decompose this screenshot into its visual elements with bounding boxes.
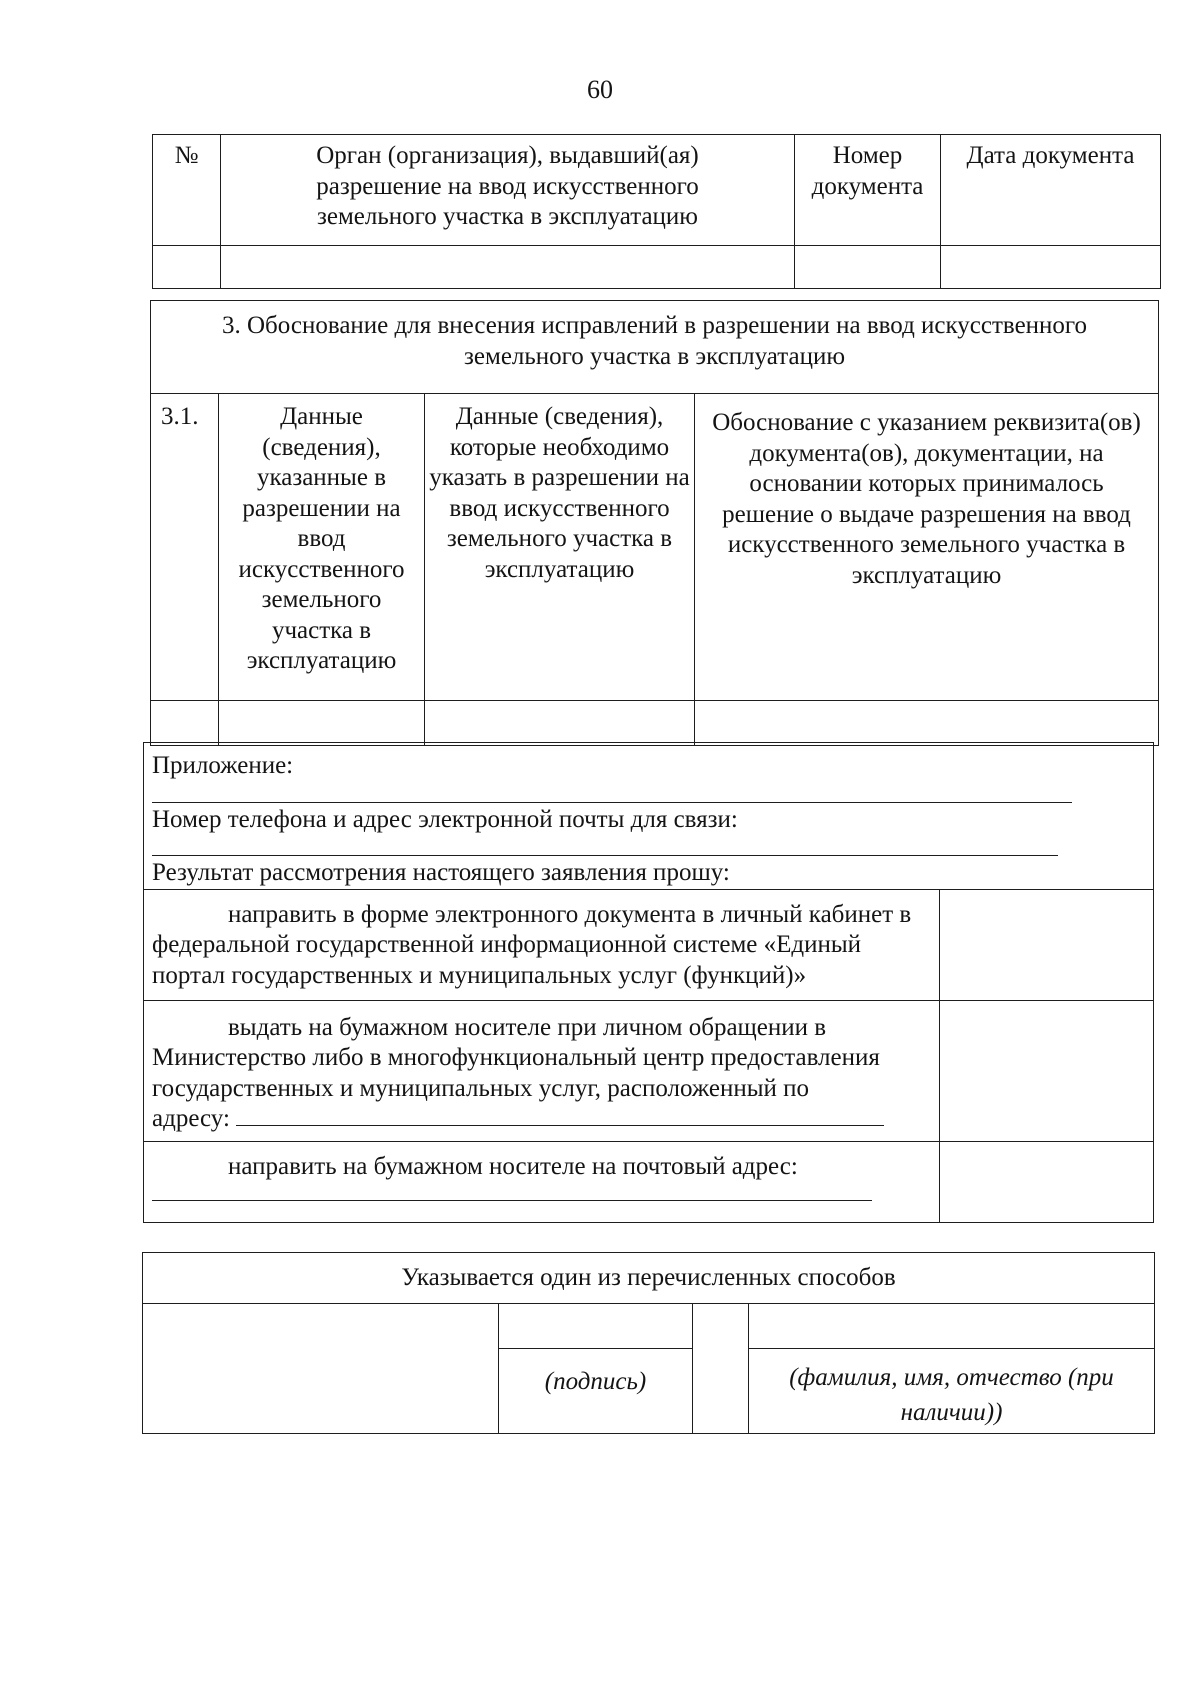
option-in-person — [144, 1000, 1154, 1141]
signature-table — [142, 1252, 1155, 1434]
col-current-data-header: Данные (сведения), указанные в разрешении на ввод искусственного земельного участка в эксплуатацию — [219, 394, 425, 701]
cell-number[interactable] — [153, 246, 221, 289]
table-row — [151, 701, 1159, 746]
attachment-line[interactable] — [152, 802, 1072, 803]
result-options-table — [143, 742, 1154, 1223]
signature-spacer — [143, 1304, 499, 1434]
option-mail-text: направить на бумажном носителе на почтовый адрес: — [228, 1152, 798, 1180]
signature-caption: (подпись) — [544, 1368, 647, 1395]
option-epgu — [144, 889, 1154, 1000]
col-doc-date-header: Дата документа — [941, 135, 1161, 246]
option-epgu-text: направить в форме электронного документа в личный кабинет в федеральной государственной информационной системе «Единый портал государственных и муниципальных услуг (функций)» — [152, 900, 912, 989]
option-in-person-text: выдать на бумажном носителе при личном обращении в Министерство либо в многофункциональный центр предоставления государственных и муниципальных услуг, расположенный по — [152, 1013, 880, 1102]
document-table — [152, 134, 1161, 289]
full-name-field[interactable] — [749, 1304, 1155, 1349]
signature-gap — [693, 1304, 749, 1434]
correction-grounds-table — [150, 300, 1159, 746]
signature-field[interactable] — [499, 1304, 693, 1349]
contact-line[interactable] — [152, 855, 1058, 856]
col-doc-number-header: Номер документа — [795, 135, 941, 246]
contact-label: Номер телефона и адрес электронной почты для связи: — [152, 805, 738, 833]
postal-address-line[interactable] — [152, 1200, 872, 1201]
option-in-person-checkbox[interactable] — [940, 1000, 1154, 1141]
col-authority-header: Орган (организация), выдавший(ая) разрешение на ввод искусственного земельного участка в эксплуатацию — [221, 135, 795, 246]
cell-justification[interactable] — [695, 701, 1159, 746]
cell-doc-number[interactable] — [795, 246, 941, 289]
cell-subnumber[interactable] — [151, 701, 219, 746]
cell-required-data[interactable] — [425, 701, 695, 746]
attachments-block — [144, 743, 1154, 890]
option-mail-checkbox[interactable] — [940, 1141, 1154, 1222]
option-mail — [144, 1141, 1154, 1222]
full-name-caption: (фамилия, имя, отчество (при наличии)) — [789, 1364, 1114, 1426]
col-justification-header: Обоснование с указанием реквизита(ов) документа(ов), документации, на основании которых принималось решение о выдаче разрешения на ввод искусственного земельного участка в эксплуатацию — [695, 394, 1159, 701]
result-label: Результат рассмотрения настоящего заявления прошу: — [152, 859, 730, 886]
table-row — [153, 246, 1161, 289]
section-title: 3. Обоснование для внесения исправлений в разрешении на ввод искусственного земельного участка в эксплуатацию — [151, 301, 1159, 394]
option-epgu-checkbox[interactable] — [940, 889, 1154, 1000]
cell-doc-date[interactable] — [941, 246, 1161, 289]
method-note: Указывается один из перечисленных способов — [143, 1253, 1155, 1304]
cell-authority[interactable] — [221, 246, 795, 289]
col-required-data-header: Данные (сведения), которые необходимо указать в разрешении на ввод искусственного земельного участка в эксплуатацию — [425, 394, 695, 701]
subsection-number: 3.1. — [151, 394, 219, 701]
attachment-label: Приложение: — [152, 752, 294, 779]
address-label: адресу: — [152, 1105, 230, 1132]
page-number: 60 — [587, 75, 613, 104]
cell-current-data[interactable] — [219, 701, 425, 746]
address-line[interactable] — [236, 1105, 884, 1126]
col-number-header: № — [153, 135, 221, 246]
